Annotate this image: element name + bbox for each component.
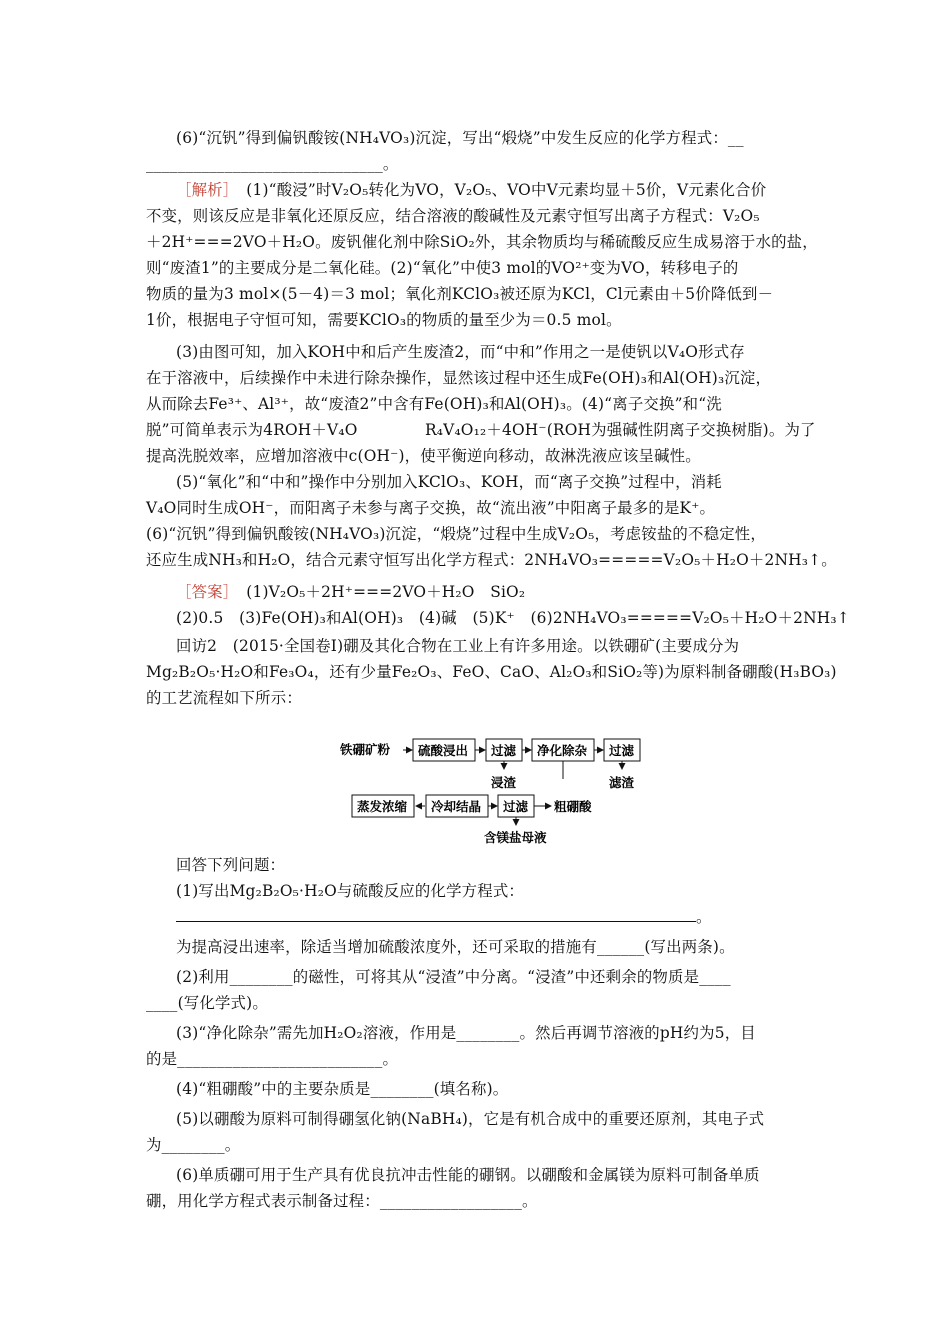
revisit-line-2: Mg₂B₂O₅·H₂O和Fe₃O₄，还有少量Fe₂O₃、FeO、CaO、Al₂O₃和SiO₂等)为原料制备硼酸(H₃BO₃) — [146, 663, 837, 681]
analysis-line-4: 则“废渣1”的主要成分是二氧化硅。(2)“氧化”中使3 mol的VO²⁺变为VO，转移电子的 — [146, 259, 739, 277]
flow-residue-2-label: 滤渣 — [609, 775, 635, 790]
analysis-line-11: 提高洗脱效率，应增加溶液中c(OH⁻)，使平衡逆向移动，故淋洗液应该呈碱性。 — [146, 447, 701, 465]
flow-box-filter-3-label: 过滤 — [503, 799, 529, 814]
question-1-sub: 为提高浸出速率，除适当增加硫酸浓度外，还可采取的措施有______(写出两条)。 — [176, 938, 735, 956]
question-1-line: (1)写出Mg₂B₂O₅·H₂O与硫酸反应的化学方程式： — [176, 882, 525, 900]
question-6b-line: (6)单质硼可用于生产具有优良抗冲击性能的硼钢。以硼酸和金属镁为原料可制备单质 — [176, 1166, 760, 1184]
answer-line-2: (2)0.5 (3)Fe(OH)₃和Al(OH)₃ (4)碱 (5)K⁺ (6)2NH₄VO₃=====V₂O₅＋H₂O＋2NH₃↑ — [176, 609, 850, 627]
analysis-line-3: ＋2H⁺===2VO＋H₂O。废钒催化剂中除SiO₂外，其余物质均与稀硫酸反应生成易溶于水的盐， — [146, 233, 818, 251]
answer-line-1 — [176, 582, 836, 602]
flow-box-evaporate-label: 蒸发浓缩 — [357, 799, 408, 814]
flow-box-crystallize-label: 冷却结晶 — [431, 799, 482, 814]
analysis-tag: ［解析］ — [176, 181, 231, 199]
analysis-line-10: 脱”可简单表示为4ROH＋V₄O R₄V₄O₁₂＋4OH⁻(ROH为强碱性阴离子交换树脂)。为了 — [146, 421, 816, 439]
flow-end-label: 粗硼酸 — [554, 799, 592, 814]
question-6b-cont: 硼，用化学方程式表示制备过程：__________________。 — [146, 1192, 538, 1210]
question-1-end: 。 — [696, 908, 712, 926]
analysis-line-9: 从而除去Fe³⁺、Al³⁺，故“废渣2”中含有Fe(OH)₃和Al(OH)₃。(4)“离子交换”和“洗 — [146, 395, 722, 413]
question-4-line: (4)“粗硼酸”中的主要杂质是________(填名称)。 — [176, 1080, 509, 1098]
question-3-cont: 的是__________________________。 — [146, 1050, 399, 1068]
question-3-line: (3)“净化除杂”需先加H₂O₂溶液，作用是________。然后再调节溶液的pH约为5，目 — [176, 1024, 756, 1042]
answer-blank[interactable] — [176, 907, 696, 922]
analysis-line-5: 物质的量为3 mol×(5－4)＝3 mol；氧化剂KClO₃被还原为KCl，Cl元素由＋5价降低到－ — [146, 285, 774, 303]
question-2-line: (2)利用________的磁性，可将其从“浸渣”中分离。“浸渣”中还剩余的物质是____ — [176, 968, 731, 986]
flow-box-purify-label: 净化除杂 — [537, 743, 588, 758]
question-1-answer-line — [176, 907, 836, 927]
analysis-text: (1)“酸浸”时V₂O₅转化为VO，V₂O₅、VO中V元素均显＋5价，V元素化合价 — [230, 181, 767, 199]
analysis-line-15: 还应生成NH₃和H₂O，结合元素守恒写出化学方程式：2NH₄VO₃=====V₂O₅＋H₂O＋2NH₃↑。 — [146, 551, 837, 569]
question-2-cont: ____(写化学式)。 — [146, 994, 268, 1012]
flow-box-leach-label: 硫酸浸出 — [418, 743, 469, 758]
revisit-line-1: 回访2 (2015·全国卷Ⅰ)硼及其化合物在工业上有许多用途。以铁硼矿(主要成分为 — [176, 637, 740, 655]
flow-start-label: 铁硼矿粉 — [340, 742, 391, 757]
question-5-cont: 为________。 — [146, 1136, 241, 1154]
analysis-line-13: V₄O同时生成OH⁻，而阳离子未参与离子交换，故“流出液”中阳离子最多的是K⁺。 — [146, 499, 716, 517]
analysis-line-1 — [176, 180, 836, 200]
analysis-line-6: 1价，根据电子守恒可知，需要KClO₃的物质的量至少为＝0.5 mol。 — [146, 311, 622, 329]
analysis-line-7: (3)由图可知，加入KOH中和后产生废渣2，而“中和”作用之一是使钒以V₄O形式存 — [176, 343, 745, 361]
analysis-line-2: 不变，则该反应是非氧化还原反应，结合溶液的酸碱性及元素守恒写出离子方程式：V₂O₅ — [146, 207, 760, 225]
question-6-line: (6)“沉钒”得到偏钒酸铵(NH₄VO₃)沉淀，写出“煅烧”中发生反应的化学方程式：__ — [176, 129, 744, 147]
revisit-line-3: 的工艺流程如下所示： — [146, 689, 302, 707]
answer-tag: ［答案］ — [176, 583, 231, 601]
flow-box-filter-1-label: 过滤 — [491, 743, 517, 758]
process-flowchart — [340, 733, 650, 848]
questions-intro: 回答下列问题： — [176, 856, 286, 874]
question-6-blank: ______________________________。 — [146, 155, 399, 173]
analysis-line-8: 在于溶液中，后续操作中未进行除杂操作，显然该过程中还生成Fe(OH)₃和Al(OH)₃沉淀， — [146, 369, 772, 387]
answer-text: (1)V₂O₅＋2H⁺===2VO＋H₂O SiO₂ — [230, 583, 526, 601]
flow-mother-liquor-label: 含镁盐母液 — [484, 830, 547, 845]
flow-box-filter-2-label: 过滤 — [609, 743, 635, 758]
analysis-line-14: (6)“沉钒”得到偏钒酸铵(NH₄VO₃)沉淀，“煅烧”过程中生成V₂O₅，考虑铵盐的不稳定性， — [146, 525, 766, 543]
flow-residue-1-label: 浸渣 — [491, 775, 517, 790]
question-5-line: (5)以硼酸为原料可制得硼氢化钠(NaBH₄)，它是有机合成中的重要还原剂，其电子式 — [176, 1110, 765, 1128]
analysis-line-12: (5)“氧化”和“中和”操作中分别加入KClO₃、KOH，而“离子交换”过程中，消耗 — [176, 473, 722, 491]
